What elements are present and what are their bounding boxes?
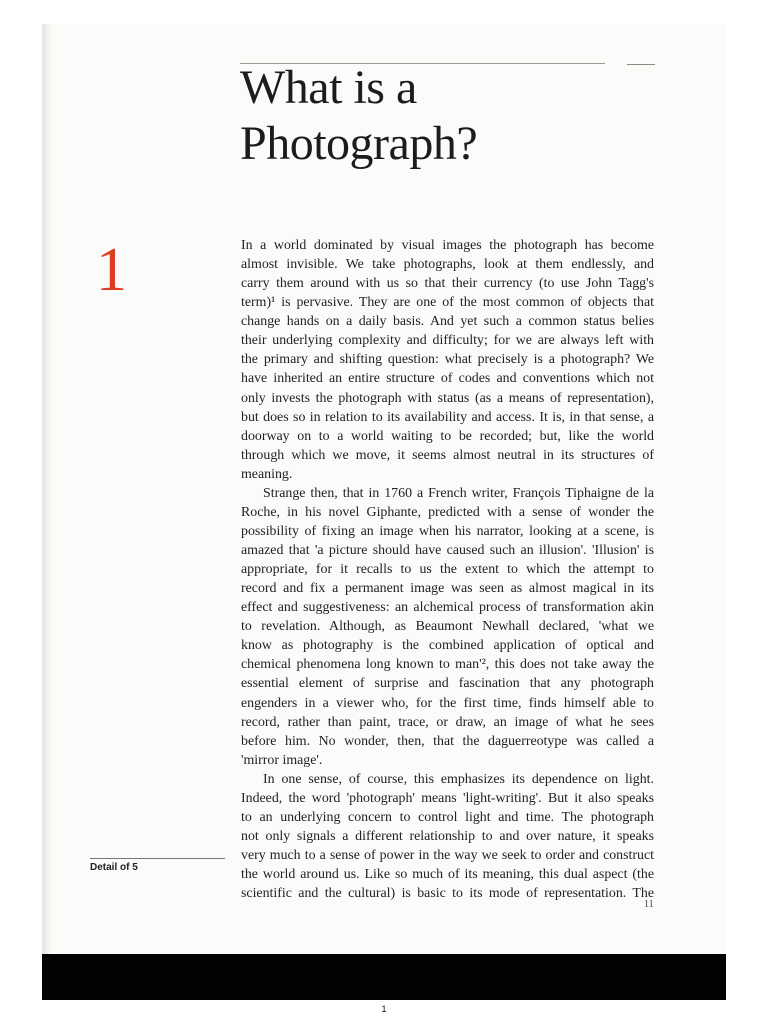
body-line: In a world dominated by visual images the photograph has become [241,238,654,253]
body-line: to revelation. Although, as Beaumont Newhall declared, 'what we [241,619,654,635]
body-line: Strange then, that in 1760 a French writer, François Tiphaigne de la [263,485,654,501]
body-line: know as photography is the combined application of optical and [241,638,654,654]
figure-caption: Detail of 5 [90,862,138,873]
chapter-title [240,60,660,172]
body-line: term)¹ is pervasive. They are one of the most common of objects that [241,295,654,311]
body-line: 'mirror image'. [241,752,323,768]
body-line: Indeed, the word 'photograph' means 'light-writing'. But it also speaks [241,790,654,806]
body-line: Roche, in his novel Giphante, predicted with a sense of wonder the [241,504,654,520]
body-line: their underlying complexity and difficulty; for we are always left with [241,333,654,349]
body-line: record, rather than paint, trace, or draw, an image of what he sees [241,714,654,730]
body-line: to an underlying concern to control light and time. The photograph [241,809,654,825]
viewer-page-number: 1 [381,1004,387,1014]
body-line: chemical phenomena long known to man'², this does not take away the [241,657,654,673]
body-line: scientific and the cultural) is basic to its mode of representation. The [241,886,654,902]
page-gutter-shadow [42,24,52,954]
body-line: have inherited an entire structure of codes and conventions which not [241,371,654,387]
body-line: In one sense, of course, this emphasizes its dependence on light. [263,771,654,787]
chapter-title-line: What is a [240,61,417,114]
chapter-number: 1 [96,236,127,304]
body-line: change hands on a daily basis. And yet such a common status belies [241,314,654,330]
page-number: 11 [644,899,654,910]
body-line: carry them around with us so that their currency (to use John Tagg's [241,276,654,292]
body-text [241,236,654,903]
body-line: meaning. [241,466,293,482]
body-line: almost invisible. We take photographs, look at them endlessly, and [241,257,654,273]
body-line: but does so in relation to its availability and access. It is, in that sense, a [241,409,654,425]
body-line: amazed that 'a picture should have caused such an illusion'. 'Illusion' is [241,543,654,558]
chapter-title-line: Photograph? [240,117,478,170]
body-line: engenders in a viewer who, for the first time, finds himself able to [241,695,654,711]
body-line: only invests the photograph with status (as a means of representation), [241,390,654,406]
body-line: not only signals a different relationship to and over nature, it speaks [241,828,654,844]
body-line: before him. No wonder, then, that the daguerreotype was called a [241,733,654,749]
body-line: doorway on to a world waiting to be recorded; but, like the world [241,428,654,444]
body-line: record and fix a permanent image was seen as almost magical in its [241,581,654,597]
body-line: through which we move, it seems almost neutral in its structures of [241,447,654,463]
scan-bottom-band [42,954,726,1000]
body-line: appropriate, for it recalls to us the extent to which the attempt to [241,562,654,578]
body-line: very much to a sense of power in the way we seek to order and construct [241,848,654,863]
body-line: effect and suggestiveness: an alchemical process of transformation akin [241,600,654,616]
body-line: the primary and shifting question: what precisely is a photograph? We [241,352,654,368]
body-line: essential element of surprise and fascination that any photograph [241,676,654,692]
body-line: the world around us. Like so much of its meaning, this dual aspect (the [241,867,654,883]
caption-rule [90,858,225,859]
body-line: possibility of fixing an image when his narrator, looking at a scene, is [241,523,654,539]
